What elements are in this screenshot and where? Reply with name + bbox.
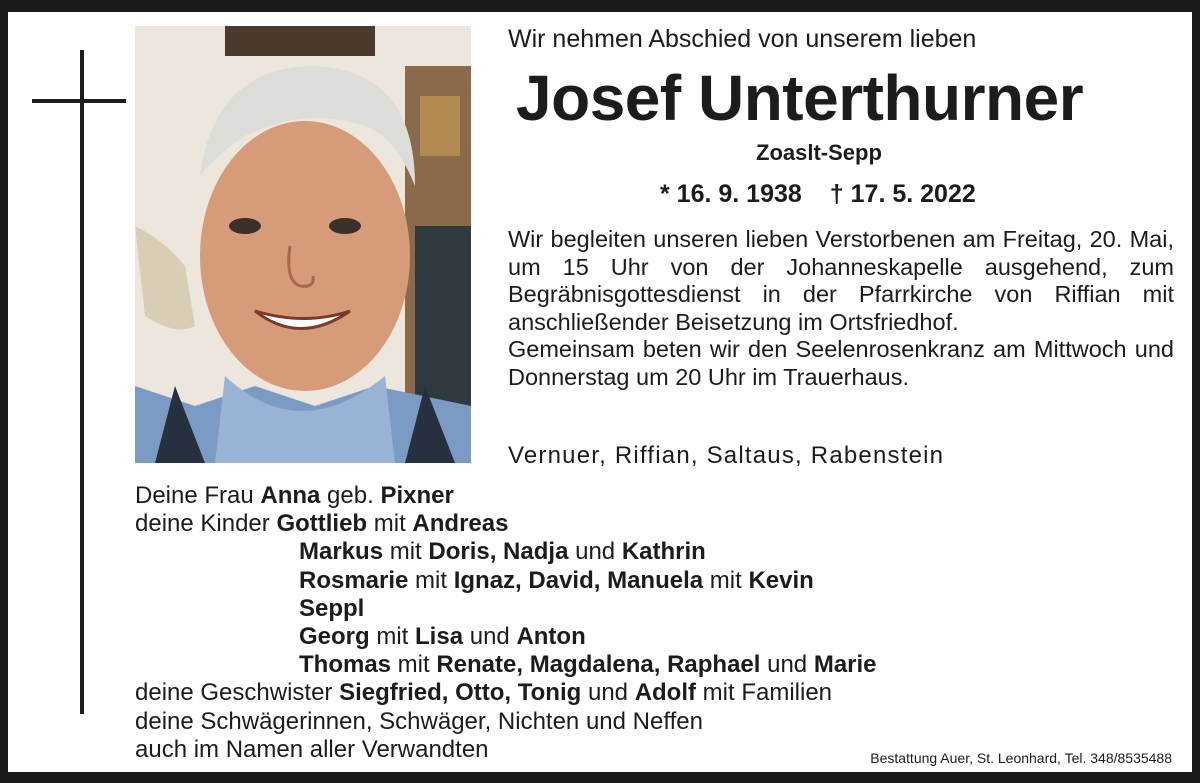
cross-icon-bar bbox=[32, 99, 126, 103]
text: mit bbox=[408, 566, 454, 594]
funeral-details bbox=[508, 226, 1174, 391]
name: Markus bbox=[299, 538, 384, 566]
mourner-row-relatives: auch im Namen aller Verwandten bbox=[135, 735, 489, 763]
mourner-row-child bbox=[135, 623, 877, 651]
text: und bbox=[760, 651, 814, 679]
text: und bbox=[568, 538, 622, 566]
text: mit bbox=[391, 651, 437, 679]
name: Thomas bbox=[299, 651, 392, 679]
mourner-row-inlaws: deine Schwägerinnen, Schwäger, Nichten und Neffen bbox=[135, 707, 703, 735]
mourners-list bbox=[135, 482, 877, 764]
places-line: Vernuer, Riffian, Saltaus, Rabenstein bbox=[508, 442, 945, 469]
undertaker-info: Bestattung Auer, St. Leonhard, Tel. 348/8535488 bbox=[870, 750, 1172, 766]
name: Seppl bbox=[299, 594, 365, 622]
name: Renate, Magdalena, Raphael bbox=[436, 651, 761, 679]
text: Deine Frau bbox=[135, 482, 261, 509]
text: und bbox=[463, 622, 517, 650]
name: Anton bbox=[516, 622, 586, 650]
text: deine Kinder bbox=[135, 510, 277, 538]
name: Anna bbox=[260, 482, 321, 509]
mourner-row-child bbox=[135, 595, 877, 623]
text: mit bbox=[383, 538, 429, 566]
mourner-row-child bbox=[135, 538, 877, 566]
mourner-row-child bbox=[135, 567, 877, 595]
mourner-row-children bbox=[135, 510, 877, 538]
mourner-row-siblings bbox=[135, 679, 877, 707]
nickname: Zoaslt-Sepp bbox=[756, 140, 882, 165]
obituary-notice bbox=[8, 12, 1192, 772]
portrait-photo bbox=[135, 26, 471, 463]
deceased-name: Josef Unterthurner bbox=[516, 62, 1084, 134]
name: Kevin bbox=[748, 566, 814, 594]
text: mit bbox=[703, 566, 749, 594]
life-dates bbox=[660, 180, 976, 209]
text: mit Familien bbox=[696, 679, 833, 707]
name: Gottlieb bbox=[276, 510, 368, 538]
name: Doris, Nadja bbox=[428, 538, 569, 566]
mourner-row-wife bbox=[135, 482, 877, 510]
text: mit bbox=[367, 510, 413, 538]
name: Pixner bbox=[380, 482, 454, 509]
name: Siegfried, Otto, Tonig bbox=[339, 679, 582, 707]
rosary-paragraph: Gemeinsam beten wir den Seelenrosenkranz am Mittwoch und Donnerstag um 20 Uhr im Trauerhaus. bbox=[508, 336, 1174, 390]
text: geb. bbox=[320, 482, 381, 509]
name: Ignaz, David, Manuela bbox=[453, 566, 704, 594]
name: Georg bbox=[299, 622, 370, 650]
name: Andreas bbox=[412, 510, 509, 538]
name: Kathrin bbox=[621, 538, 706, 566]
text: und bbox=[581, 679, 635, 707]
death-date: † 17. 5. 2022 bbox=[829, 180, 976, 208]
birth-date: * 16. 9. 1938 bbox=[660, 180, 802, 208]
funeral-paragraph: Wir begleiten unseren lieben Verstorbenen am Freitag, 20. Mai, um 15 Uhr von der Johanneskapelle ausgehend, zum Begräbnisgottesdienst in der Pfarrkirche von Riffian mit anschließender Beisetzung im Ortsfriedhof. bbox=[508, 226, 1174, 335]
name: Marie bbox=[813, 651, 877, 679]
text: mit bbox=[369, 622, 416, 650]
name: Rosmarie bbox=[299, 566, 409, 594]
name: Adolf bbox=[634, 679, 696, 707]
intro-line: Wir nehmen Abschied von unserem lieben bbox=[508, 25, 977, 53]
name: Lisa bbox=[415, 622, 464, 650]
mourner-row-child bbox=[135, 651, 877, 679]
cross-icon bbox=[80, 50, 84, 714]
text: deine Geschwister bbox=[135, 679, 340, 707]
